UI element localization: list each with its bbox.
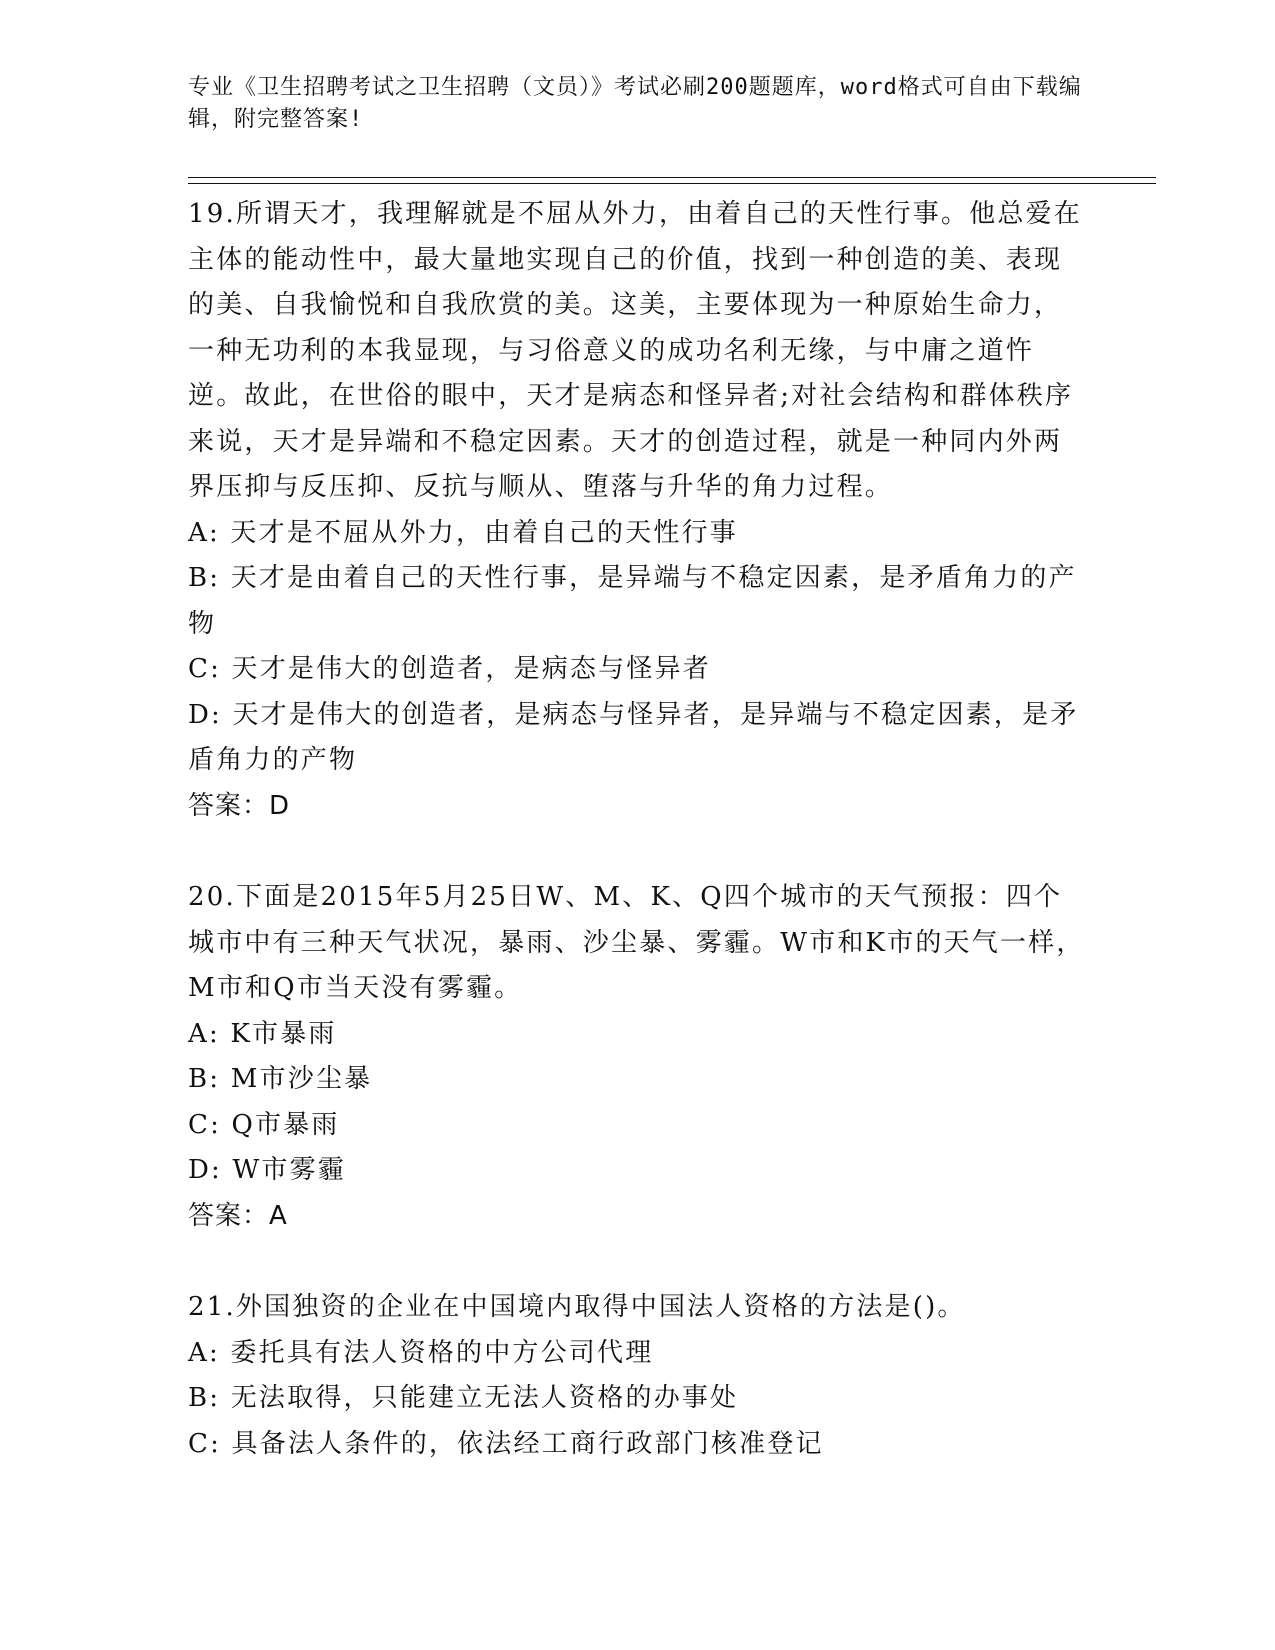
option-c: C: 天才是伟大的创造者，是病态与怪异者 xyxy=(188,654,711,684)
header-rule-top xyxy=(188,177,1156,178)
option-b: B: M市沙尘暴 xyxy=(188,1064,373,1094)
question-spacer xyxy=(188,1239,1088,1285)
option-c: C: 具备法人条件的，依法经工商行政部门核准登记 xyxy=(188,1428,824,1459)
question-stem: 21.外国独资的企业在中国境内取得中国法人资格的方法是()。 xyxy=(188,1292,966,1322)
option-c: C: Q市暴雨 xyxy=(188,1109,340,1140)
option-b: B: 无法取得，只能建立无法人资格的办事处 xyxy=(188,1383,739,1413)
option-a: A: 委托具有法人资格的中方公司代理 xyxy=(188,1337,654,1368)
question-20 xyxy=(188,875,1088,1239)
option-a: A: 天才是不屈从外力，由着自己的天性行事 xyxy=(188,517,739,548)
option-a: A: K市暴雨 xyxy=(188,1018,337,1049)
question-21 xyxy=(188,1285,1088,1467)
option-d: D: W市雾霾 xyxy=(188,1155,346,1185)
answer: 答案：A xyxy=(188,1200,288,1231)
answer: 答案：D xyxy=(188,790,291,821)
option-d: D: 天才是伟大的创造者，是病态与怪异者，是异端与不稳定因素，是矛盾角力的产物 xyxy=(188,699,1079,775)
question-stem: 19.所谓天才，我理解就是不屈从外力，由着自己的天性行事。他总爱在主体的能动性中，最大量地实现自己的价值，找到一种创造的美、表现的美、自我愉悦和自我欣赏的美。这美，主要体现为一种原始生命力，一种无功利的本我显现，与习俗意义的成功名利无缘，与中庸之道忤逆。故此，在世俗的眼中，天才是病态和怪异者;对社会结构和群体秩序来说，天才是异端和不稳定因素。天才的创造过程，就是一种同内外两界压抑与反压抑、反抗与顺从、堕落与升华的角力过程。 xyxy=(188,199,1082,502)
document-header: 专业《卫生招聘考试之卫生招聘（文员）》考试必刷200题题库，word格式可自由下载编辑，附完整答案! xyxy=(188,75,1082,132)
question-19 xyxy=(188,192,1088,829)
question-spacer xyxy=(188,829,1088,875)
question-stem: 20.下面是2015年5月25日W、M、K、Q四个城市的天气预报：四个城市中有三种天气状况，暴雨、沙尘暴、雾霾。W市和K市的天气一样，M市和Q市当天没有雾霾。 xyxy=(188,882,1085,1003)
header-rule-bottom xyxy=(188,183,1156,184)
option-b: B: 天才是由着自己的天性行事，是异端与不稳定因素，是矛盾角力的产物 xyxy=(188,563,1077,639)
question-list xyxy=(188,192,1088,1467)
